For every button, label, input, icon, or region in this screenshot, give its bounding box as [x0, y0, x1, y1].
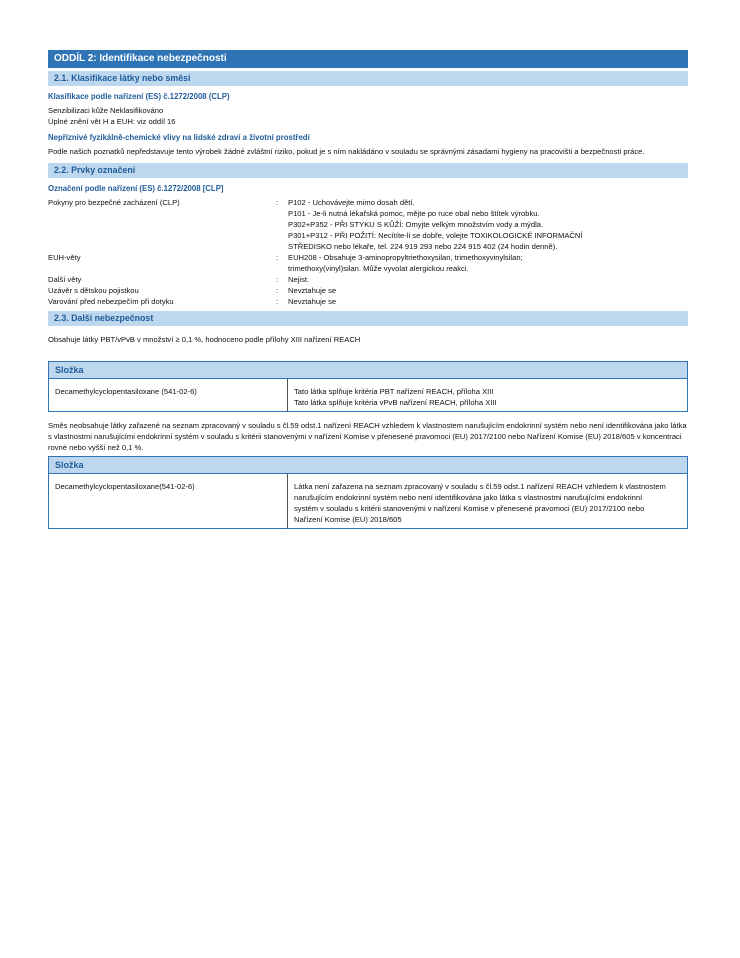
clp-classification-line: Senzibilizaci kůže Neklasifikováno: [48, 106, 164, 115]
euh-line: trimethoxy(vinyl)silan. Může vyvolat alergickou reakci.: [288, 264, 469, 273]
clp-labelling-heading: Označení podle nařízení (ES) č.1272/2008 [CLP]: [48, 184, 224, 193]
labelling-row: [48, 296, 688, 307]
component-assessment: [288, 383, 688, 412]
labelling-value: Nevztahuje se: [288, 286, 337, 295]
component-name: Decamethylcyclopentasiloxane (541-02-6): [49, 383, 288, 412]
component-assessment: Látka není zařazena na seznam zpracovaný v souladu s čl.59 odst.1 nařízení REACH vzhledem k vlastnostem narušujícím endokrinní systém nebo není identifikována jako látka s vlastnostmi narušujícími endokrinní systém v souladu s kritérii stanovenými v nařízení Komise v přenesené pravomoci (EU) 2017/2100 nebo Nařízení Komise (EU) 2018/605: [294, 482, 666, 524]
endocrine-statement: Směs neobsahuje látky zařazené na seznam zpracovaný v souladu s čl.59 odst.1 nařízení REACH vzhledem k vlastnostem narušujícím endokrinní systém nebo není identifikována jako látka s vlastnostmi narušujícími endokrinní systém v souladu s kritérii stanovenými v nařízení Komise v přenesené pravomoci (EU) 2017/2100 nebo Nařízení Komise (EU) 2018/605 v koncentraci rovné nebo vyšší než 0,1 %.: [48, 421, 687, 452]
assessment-line: Tato látka splňuje kritéria PBT nařízení REACH, příloha XIII: [294, 387, 494, 396]
labelling-row: [48, 197, 688, 252]
labelling-value: Nejist.: [288, 275, 310, 284]
section-title: ODDÍL 2: Identifikace nebezpečnosti: [48, 50, 688, 68]
labelling-key: Pokyny pro bezpečné zacházení (CLP): [48, 198, 180, 207]
euh-line: EUH208 - Obsahuje 3-aminopropyltriethoxysilan, trimethoxyvinylsilan;: [288, 253, 523, 262]
precaution-line: P302+P352 - PŘI STYKU S KŮŽÍ: Omyjte velkým množstvím vody a mýdla.: [288, 220, 544, 229]
assessment-line: Tato látka splňuje kritéria vPvB nařízení REACH, příloha XIII: [294, 398, 497, 407]
pbt-component-table: [48, 361, 688, 412]
precaution-line: P101 - Je-li nutná lékařská pomoc, mějte po ruce obal nebo štítek výrobku.: [288, 209, 540, 218]
precaution-line: P301+P312 - PŘI POŽITÍ: Necítíte-li se dobře, volejte TOXIKOLOGICKÉ INFORMAČNÍ: [288, 231, 583, 240]
labelling-sep: :: [276, 275, 279, 284]
h-euh-reference: Úplné znění vět H a EUH: viz oddíl 16: [48, 117, 176, 126]
labelling-key: EUH-věty: [48, 253, 81, 262]
labelling-value: [288, 197, 688, 252]
sds-section-2: [48, 50, 688, 529]
pbt-statement: Obsahuje látky PBT/vPvB v množství ≥ 0,1 %, hodnoceno podle přílohy XIII nařízení REACH: [48, 335, 361, 344]
labelling-key: Uzávěr s dětskou pojistkou: [48, 286, 139, 295]
component-name: Decamethylcyclopentasiloxane(541-02-6): [49, 478, 288, 529]
adverse-effects-heading: Nepříznivé fyzikálně-chemické vlivy na lidské zdraví a životní prostředí: [48, 133, 310, 142]
table-header: Složka: [49, 457, 688, 474]
adverse-effects-text: Podle našich poznatků nepředstavuje tento výrobek žádné zvláštní riziko, pokud je s ním nakládáno v souladu se správnými zásadami hygieny na pracovišti a bezpečnosti práce.: [48, 147, 645, 156]
precaution-line: STŘEDISKO nebo lékaře, tel. 224 919 293 nebo 224 915 402 (24 hodin denně).: [288, 242, 558, 251]
subsection-2-3-title: 2.3. Další nebezpečnost: [48, 311, 688, 326]
labelling-sep: :: [276, 286, 279, 295]
endocrine-component-table: [48, 456, 688, 529]
labelling-row: [48, 252, 688, 274]
table-row: [49, 478, 688, 529]
subsection-2-1-title: 2.1. Klasifikace látky nebo směsi: [48, 71, 688, 86]
precaution-line: P102 - Uchovávejte mimo dosah dětí.: [288, 198, 415, 207]
labelling-row: [48, 274, 688, 285]
labelling-rows: [48, 197, 688, 307]
labelling-row: [48, 285, 688, 296]
labelling-key: Varování před nebezpečím při dotyku: [48, 297, 174, 306]
labelling-sep: :: [276, 198, 279, 207]
clp-classification-heading: Klasifikace podle nařízení (ES) č.1272/2008 (CLP): [48, 92, 230, 101]
subsection-2-2-title: 2.2. Prvky označení: [48, 163, 688, 178]
table-header: Složka: [49, 362, 688, 379]
labelling-sep: :: [276, 297, 279, 306]
labelling-value: [288, 252, 688, 274]
table-row: [49, 383, 688, 412]
labelling-sep: :: [276, 253, 279, 262]
labelling-key: Další věty: [48, 275, 82, 284]
labelling-value: Nevztahuje se: [288, 297, 337, 306]
